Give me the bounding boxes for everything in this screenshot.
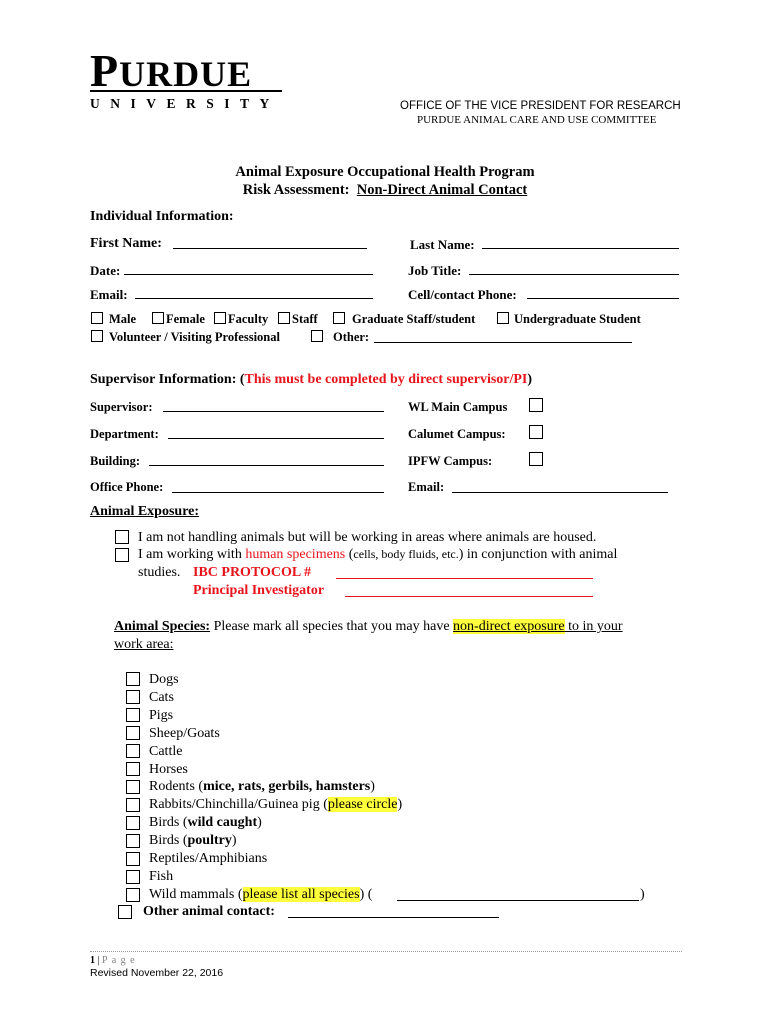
office-phone-label: Office Phone: <box>90 480 164 494</box>
volunteer-label: Volunteer / Visiting Professional <box>109 330 280 344</box>
rodents-c: ) <box>370 779 375 794</box>
wild-mammals-label <box>149 887 372 903</box>
date-field[interactable] <box>124 274 373 275</box>
rodents-a: Rodents ( <box>149 779 204 794</box>
species-intro-b: to in your <box>564 619 623 634</box>
cats-label: Cats <box>149 690 174 705</box>
building-label: Building: <box>90 454 141 468</box>
birds-poultry-a: Birds ( <box>149 833 188 848</box>
page-word: P a g e <box>102 955 136 966</box>
faculty-label: Faculty <box>228 312 269 326</box>
calumet-checkbox[interactable] <box>529 425 543 439</box>
cattle-label: Cattle <box>149 744 183 759</box>
wild-a: Wild mammals ( <box>149 887 243 902</box>
ibc-protocol-label: IBC PROTOCOL # <box>193 565 311 580</box>
sheep-label: Sheep/Goats <box>149 726 220 741</box>
birds-poultry-checkbox[interactable] <box>126 834 140 848</box>
species-intro-highlight: non-direct exposure <box>453 619 565 634</box>
job-title-field[interactable] <box>469 274 679 275</box>
first-name-label: First Name: <box>90 236 162 251</box>
supervisor-email-field[interactable] <box>452 492 668 493</box>
faculty-checkbox[interactable] <box>214 312 226 324</box>
wild-mammals-close: ) <box>640 887 645 902</box>
reptiles-checkbox[interactable] <box>126 852 140 866</box>
supervisor-email-label: Email: <box>408 480 445 494</box>
date-label: Date: <box>90 263 121 278</box>
opt2-text-a: I am working with <box>138 547 246 562</box>
wild-mammals-checkbox[interactable] <box>126 888 140 902</box>
pigs-label: Pigs <box>149 708 174 723</box>
opt2-text-c: ) in conjunction with animal <box>458 547 618 562</box>
subtitle-underlined: Non-Direct Animal Contact <box>356 182 528 198</box>
supervisor-heading-note: This must be completed by direct supervisor/PI <box>244 372 528 387</box>
male-label: Male <box>109 312 137 326</box>
calumet-label: Calumet Campus: <box>408 427 506 441</box>
ibc-protocol-field[interactable] <box>336 578 593 579</box>
footer-rule <box>90 951 682 952</box>
page-sep: | <box>95 955 103 966</box>
department-field[interactable] <box>168 438 384 439</box>
male-checkbox[interactable] <box>91 312 103 324</box>
birds-poultry-label <box>149 833 237 849</box>
exposure-opt1-checkbox[interactable] <box>115 530 129 544</box>
ipfw-label: IPFW Campus: <box>408 454 493 468</box>
staff-checkbox[interactable] <box>278 312 290 324</box>
sheep-checkbox[interactable] <box>126 726 140 740</box>
form-title: Animal Exposure Occupational Health Program <box>235 164 535 180</box>
supervisor-heading-text: Supervisor Information: ( <box>90 372 245 387</box>
department-label: Department: <box>90 427 159 441</box>
rabbits-a: Rabbits/Chinchilla/Guinea pig ( <box>149 797 328 812</box>
pi-label: Principal Investigator <box>193 583 325 598</box>
logo-university: UNIVERSITY <box>90 96 280 111</box>
female-checkbox[interactable] <box>152 312 164 324</box>
other-role-label: Other: <box>333 330 370 344</box>
exposure-opt2-checkbox[interactable] <box>115 548 129 562</box>
birds-wild-label <box>149 815 262 831</box>
dogs-label: Dogs <box>149 672 179 687</box>
birds-wild-c: ) <box>257 815 262 830</box>
rabbits-c: ) <box>397 797 403 812</box>
rodents-b: mice, rats, gerbils, hamsters <box>203 779 371 794</box>
wild-mammals-field[interactable] <box>397 900 639 901</box>
wild-highlight: please list all species <box>242 887 360 902</box>
species-heading: Animal Species: <box>114 619 211 634</box>
reptiles-label: Reptiles/Amphibians <box>149 851 268 866</box>
other-animal-field[interactable] <box>288 917 499 918</box>
page-number <box>90 955 136 966</box>
grad-label: Graduate Staff/student <box>352 312 476 326</box>
office-phone-field[interactable] <box>172 492 384 493</box>
first-name-field[interactable] <box>173 248 367 249</box>
rabbits-checkbox[interactable] <box>126 798 140 812</box>
supervisor-label: Supervisor: <box>90 400 153 414</box>
species-intro-line2: work area: <box>114 637 174 652</box>
other-animal-checkbox[interactable] <box>118 905 132 919</box>
birds-poultry-c: ) <box>231 833 237 848</box>
job-title-label: Job Title: <box>408 263 462 278</box>
last-name-label: Last Name: <box>410 237 475 252</box>
cell-phone-label: Cell/contact Phone: <box>408 287 517 302</box>
fish-label: Fish <box>149 869 174 884</box>
birds-poultry-b: poultry <box>187 833 232 848</box>
page-num: 1 <box>90 955 95 966</box>
female-label: Female <box>166 312 205 326</box>
exposure-opt1-label: I am not handling animals but will be working in areas where animals are housed. <box>138 530 597 545</box>
supervisor-heading <box>90 372 532 388</box>
exposure-opt2-label <box>138 547 617 563</box>
exposure-heading: Animal Exposure: <box>90 504 200 519</box>
email-field[interactable] <box>135 298 373 299</box>
birds-wild-checkbox[interactable] <box>126 816 140 830</box>
ipfw-checkbox[interactable] <box>529 452 543 466</box>
cats-checkbox[interactable] <box>126 690 140 704</box>
individual-heading: Individual Information: <box>90 209 234 224</box>
cell-phone-field[interactable] <box>527 298 679 299</box>
rodents-label <box>149 779 375 795</box>
logo-rule <box>90 90 282 92</box>
rabbits-label <box>149 797 402 813</box>
last-name-field[interactable] <box>482 248 679 249</box>
undergrad-checkbox[interactable] <box>497 312 509 324</box>
birds-wild-a: Birds ( <box>149 815 188 830</box>
other-role-field[interactable] <box>374 342 632 343</box>
exposure-opt2-line2: studies. <box>138 565 181 580</box>
grad-checkbox[interactable] <box>333 312 345 324</box>
logo-p: P <box>90 45 120 96</box>
undergrad-label: Undergraduate Student <box>514 312 641 326</box>
species-intro <box>114 619 623 635</box>
horses-checkbox[interactable] <box>126 762 140 776</box>
wl-campus-checkbox[interactable] <box>529 398 543 412</box>
rabbits-highlight: please circle <box>327 797 398 812</box>
revised-date: Revised November 22, 2016 <box>90 967 224 979</box>
wild-b: ) ( <box>359 887 373 902</box>
species-intro-a: Please mark all species that you may have <box>210 619 454 634</box>
other-role-checkbox[interactable] <box>311 330 323 342</box>
volunteer-checkbox[interactable] <box>91 330 103 342</box>
opt2-text-b: ( <box>345 547 354 562</box>
other-animal-label: Other animal contact: <box>143 904 275 919</box>
cattle-checkbox[interactable] <box>126 744 140 758</box>
opt2-human-specimens: human specimens <box>245 547 346 562</box>
office-header: OFFICE OF THE VICE PRESIDENT FOR RESEARCH <box>400 100 681 112</box>
horses-label: Horses <box>149 762 188 777</box>
fish-checkbox[interactable] <box>126 870 140 884</box>
dogs-checkbox[interactable] <box>126 672 140 686</box>
logo-urdue: URDUE <box>119 54 253 94</box>
form-subtitle <box>0 182 770 199</box>
subtitle-prefix: Risk Assessment: <box>242 182 357 198</box>
email-label: Email: <box>90 287 128 302</box>
supervisor-field[interactable] <box>163 411 384 412</box>
supervisor-heading-close: ) <box>527 372 533 387</box>
building-field[interactable] <box>149 465 384 466</box>
pigs-checkbox[interactable] <box>126 708 140 722</box>
staff-label: Staff <box>292 312 318 326</box>
pi-field[interactable] <box>345 596 593 597</box>
birds-wild-b: wild caught <box>187 815 258 830</box>
committee-header: PURDUE ANIMAL CARE AND USE COMMITTEE <box>417 114 657 126</box>
rodents-checkbox[interactable] <box>126 780 140 794</box>
wl-campus-label: WL Main Campus <box>408 400 508 414</box>
opt2-small: cells, body fluids, etc. <box>353 547 459 561</box>
